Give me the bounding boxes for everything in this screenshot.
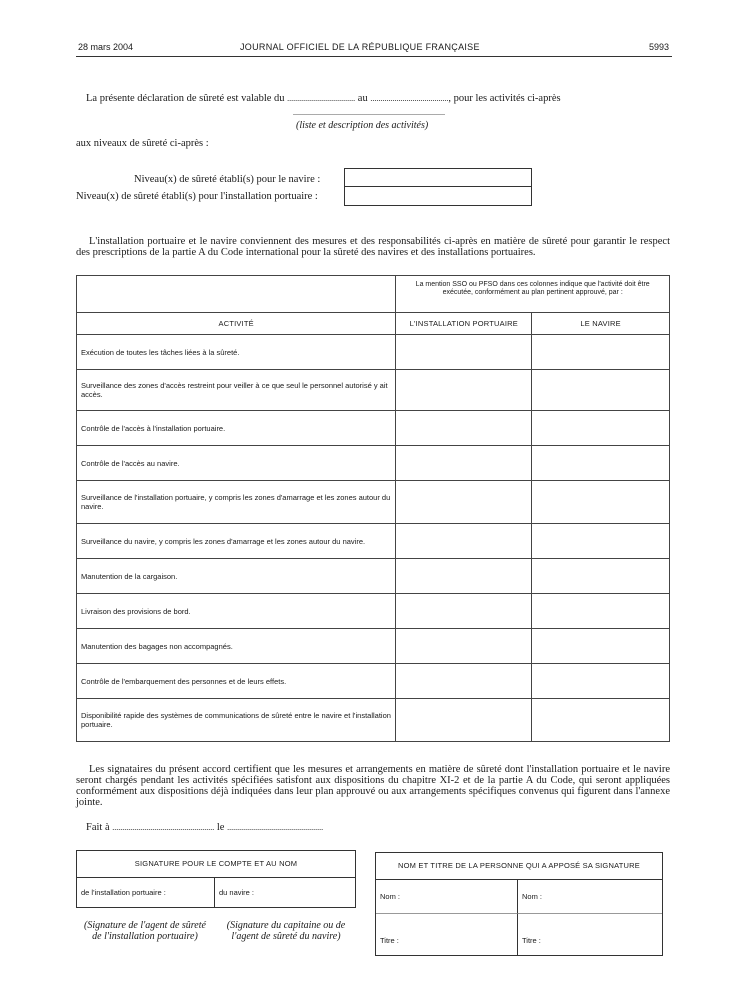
done-le: le [216, 822, 225, 833]
journal-title: JOURNAL OFFICIEL DE LA RÉPUBLIQUE FRANÇAISE [240, 42, 480, 52]
ship-level-label: Niveau(x) de sûreté établi(s) pour le navire : [134, 174, 321, 185]
port-cell[interactable] [396, 446, 532, 481]
ship-cell[interactable] [532, 524, 670, 559]
signature-port-cell[interactable]: de l'installation portuaire : [77, 878, 215, 907]
validity-from-dots: .................................. [287, 94, 356, 103]
name-right-field[interactable]: Nom : [518, 880, 662, 914]
activity-cell: Surveillance du navire, y compris les zones d'amarrage et les zones autour du navire. [77, 524, 396, 559]
validity-text-end: , pour les activités ci-après [448, 93, 561, 104]
done-place-dots: ................................................... [112, 823, 215, 832]
signature-caption-captain: (Signature du capitaine ou de l'agent de sûreté du navire) [226, 920, 346, 942]
activities-dots: ............................................................................ [293, 108, 445, 117]
col-port-header: L'INSTALLATION PORTUAIRE [396, 313, 532, 335]
table-header-row [77, 313, 670, 335]
table-row [77, 524, 670, 559]
agreement-paragraph: L'installation portuaire et le navire conviennent des mesures et des responsabilités ci-après en matière de sûreté pour garantir le respect des prescriptions de la partie A du Code international pour la sûreté des navires et des installations portuaires. [76, 236, 670, 258]
port-cell[interactable] [396, 699, 532, 742]
port-cell[interactable] [396, 335, 532, 370]
ship-cell[interactable] [532, 446, 670, 481]
validity-line [86, 93, 561, 104]
ship-cell[interactable] [532, 699, 670, 742]
port-cell[interactable] [396, 411, 532, 446]
port-level-field[interactable] [345, 187, 531, 204]
port-cell[interactable] [396, 524, 532, 559]
port-cell[interactable] [396, 481, 532, 524]
activity-cell: Surveillance de l'installation portuaire, y compris les zones d'amarrage et les zones autour du navire. [77, 481, 396, 524]
table-row [77, 446, 670, 481]
table-row [77, 335, 670, 370]
ship-cell[interactable] [532, 559, 670, 594]
port-cell[interactable] [396, 594, 532, 629]
signature-caption-agent: (Signature de l'agent de sûreté de l'installation portuaire) [84, 920, 206, 942]
ship-cell[interactable] [532, 629, 670, 664]
certification-paragraph: Les signataires du présent accord certifient que les mesures et arrangements en matière de sûreté dont l'installation portuaire et le navire seront chargés pendant les activités spécifiées satisfont aux dispositions du chapitre XI-2 et de la partie A du Code, qui seront appliquées conformément aux dispositions déjà indiquées dans leur plan approuvé ou aux arrangements spécifiques convenus qui figurent dans l'annexe jointe. [76, 764, 670, 808]
table-row [77, 629, 670, 664]
table-row [77, 370, 670, 411]
ship-cell[interactable] [532, 411, 670, 446]
title-left-field[interactable]: Titre : [376, 914, 518, 955]
port-level-label: Niveau(x) de sûreté établi(s) pour l'installation portuaire : [76, 191, 318, 202]
page-number: 5993 [649, 42, 670, 52]
activity-cell: Exécution de toutes les tâches liées à la sûreté. [77, 335, 396, 370]
table-row [77, 411, 670, 446]
ship-cell[interactable] [532, 594, 670, 629]
ship-cell[interactable] [532, 664, 670, 699]
table-row [77, 664, 670, 699]
name-title-grid [376, 880, 662, 955]
signature-table [76, 850, 356, 908]
col-activity-header: ACTIVITÉ [77, 313, 396, 335]
activity-cell: Manutention des bagages non accompagnés. [77, 629, 396, 664]
signature-header: SIGNATURE POUR LE COMPTE ET AU NOM [77, 851, 355, 878]
header-rule [76, 56, 672, 57]
table-row [77, 699, 670, 742]
port-cell[interactable] [396, 559, 532, 594]
done-date-dots: ................................................ [227, 823, 324, 832]
activity-cell: Surveillance des zones d'accès restreint pour veiller à ce que seul le personnel autorisé y ait accès. [77, 370, 396, 411]
level-box [344, 168, 532, 206]
title-right-field[interactable]: Titre : [522, 936, 541, 945]
activity-cell: Disponibilité rapide des systèmes de communications de sûreté entre le navire et l'installation portuaire. [77, 699, 396, 742]
activities-caption: (liste et description des activités) [296, 120, 429, 131]
name-title-table [375, 852, 663, 956]
activity-cell: Contrôle de l'accès à l'installation portuaire. [77, 411, 396, 446]
activity-cell: Contrôle de l'accès au navire. [77, 446, 396, 481]
validity-text-start: La présente déclaration de sûreté est valable du [86, 93, 285, 104]
activity-cell: Livraison des provisions de bord. [77, 594, 396, 629]
col-ship-header: LE NAVIRE [532, 313, 670, 335]
validity-au: au [357, 93, 368, 104]
header-date: 28 mars 2004 [78, 42, 134, 52]
port-cell[interactable] [396, 664, 532, 699]
signature-ship-cell[interactable]: du navire : [219, 888, 255, 897]
table-row [77, 594, 670, 629]
name-left-field[interactable]: Nom : [376, 880, 518, 914]
activity-cell: Manutention de la cargaison. [77, 559, 396, 594]
signature-row [77, 878, 355, 907]
table-row [77, 481, 670, 524]
table-note-blank [77, 276, 396, 313]
ship-level-field[interactable] [345, 169, 531, 187]
ship-cell[interactable] [532, 335, 670, 370]
name-title-header: NOM ET TITRE DE LA PERSONNE QUI A APPOSÉ SA SIGNATURE [376, 853, 662, 880]
port-cell[interactable] [396, 629, 532, 664]
done-fait: Fait à [86, 822, 110, 833]
levels-heading: aux niveaux de sûreté ci-après : [76, 138, 209, 149]
port-cell[interactable] [396, 370, 532, 411]
table-note: La mention SSO ou PFSO dans ces colonnes indique que l'activité doit être exécutée, conformément au plan pertinent approuvé, par : [396, 276, 670, 313]
validity-to-dots: ....................................... [370, 94, 449, 103]
table-row [77, 559, 670, 594]
activity-cell: Contrôle de l'embarquement des personnes et de leurs effets. [77, 664, 396, 699]
ship-cell[interactable] [532, 481, 670, 524]
done-line [86, 822, 323, 833]
table-note-row [77, 276, 670, 313]
ship-cell[interactable] [532, 370, 670, 411]
activities-table [76, 275, 670, 742]
